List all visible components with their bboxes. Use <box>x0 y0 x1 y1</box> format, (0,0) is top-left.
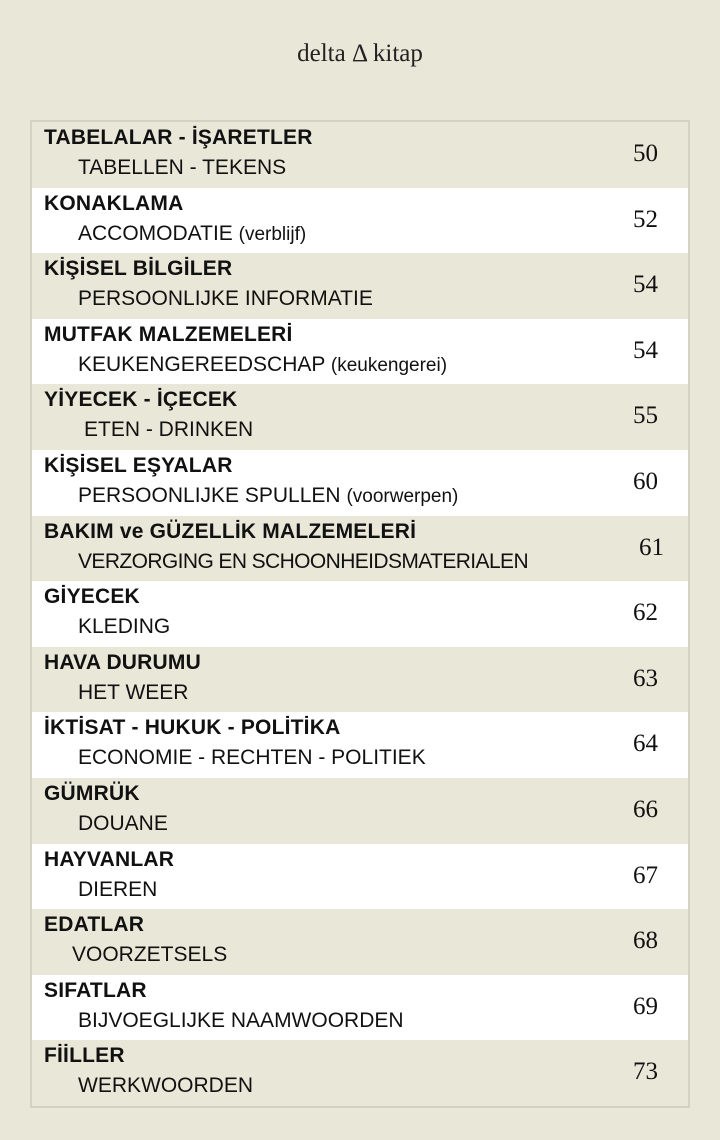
page-number: 66 <box>633 795 658 823</box>
toc-row <box>32 778 688 844</box>
dutch-note: (voorwerpen) <box>346 485 459 507</box>
dutch-title: DOUANE <box>78 811 168 835</box>
dutch-title: PERSOONLIJKE SPULLEN (voorwerpen) <box>78 483 459 507</box>
page-number: 62 <box>633 599 658 627</box>
dutch-title: VERZORGING EN SCHOONHEIDSMATERIALEN <box>78 549 529 573</box>
turkish-title: İKTİSAT - HUKUK - POLİTİKA <box>44 716 341 740</box>
dutch-title: WERKWOORDEN <box>78 1074 253 1098</box>
turkish-title: HAVA DURUMU <box>44 650 201 674</box>
turkish-title: YİYECEK - İÇECEK <box>44 388 238 412</box>
turkish-title: KİŞİSEL BİLGİLER <box>44 257 233 281</box>
toc-row <box>32 384 688 450</box>
page-number: 60 <box>633 467 658 495</box>
dutch-title: TABELLEN - TEKENS <box>78 156 287 179</box>
turkish-title: BAKIM ve GÜZELLİK MALZEMELERİ <box>44 519 417 543</box>
toc-row <box>32 253 688 319</box>
toc-row <box>32 516 688 582</box>
turkish-title: GÜMRÜK <box>44 781 140 805</box>
dutch-title: ECONOMIE - RECHTEN - POLITIEK <box>78 746 426 770</box>
turkish-title: EDATLAR <box>44 913 145 937</box>
dutch-title: ACCOMODATIE (verblijf) <box>78 221 307 245</box>
page-number: 69 <box>633 992 658 1020</box>
toc-row <box>32 188 688 254</box>
page-number: 67 <box>633 861 658 889</box>
toc-row <box>32 122 688 188</box>
turkish-title: SIFATLAR <box>44 978 147 1002</box>
toc-row <box>32 647 688 713</box>
page-number: 61 <box>639 533 664 561</box>
turkish-title: MUTFAK MALZEMELERİ <box>44 322 293 346</box>
dutch-title: DIEREN <box>78 877 158 901</box>
turkish-title: FİİLLER <box>44 1044 125 1068</box>
dutch-title: VOORZETSELS <box>72 943 228 967</box>
page-number: 54 <box>633 336 658 364</box>
toc-row <box>32 450 688 516</box>
page-number: 63 <box>633 664 658 692</box>
page-number: 54 <box>633 271 658 299</box>
publisher-header: delta Δ kitap <box>297 40 423 67</box>
dutch-title: HET WEER <box>78 680 189 704</box>
toc-row <box>32 844 688 910</box>
toc-row <box>32 1040 688 1106</box>
turkish-title: KİŞİSEL EŞYALAR <box>44 453 233 477</box>
dutch-note: (verblijf) <box>238 223 307 245</box>
page-number: 73 <box>633 1058 658 1086</box>
dutch-title: ETEN - DRINKEN <box>84 418 254 442</box>
page-number: 68 <box>633 927 658 955</box>
dutch-note: (keukengerei) <box>330 354 448 376</box>
turkish-title: KONAKLAMA <box>44 191 184 215</box>
toc-row <box>32 712 688 778</box>
toc-row <box>32 581 688 647</box>
dutch-title: KLEDING <box>78 615 171 639</box>
toc-row <box>32 909 688 975</box>
table-of-contents <box>30 120 690 1108</box>
page-number: 55 <box>633 402 658 430</box>
page-number: 52 <box>633 205 658 233</box>
page-number: 64 <box>633 730 658 758</box>
turkish-title: GİYECEK <box>44 585 140 609</box>
dutch-title: KEUKENGEREEDSCHAP (keukengerei) <box>78 352 448 376</box>
dutch-title: PERSOONLIJKE INFORMATIE <box>78 287 373 311</box>
toc-row <box>32 975 688 1041</box>
page-number: 50 <box>633 140 658 167</box>
turkish-title: HAYVANLAR <box>44 847 175 871</box>
dutch-title: BIJVOEGLIJKE NAAMWOORDEN <box>78 1008 404 1032</box>
turkish-title: TABELALAR - İŞARETLER <box>44 126 313 149</box>
toc-row <box>32 319 688 385</box>
